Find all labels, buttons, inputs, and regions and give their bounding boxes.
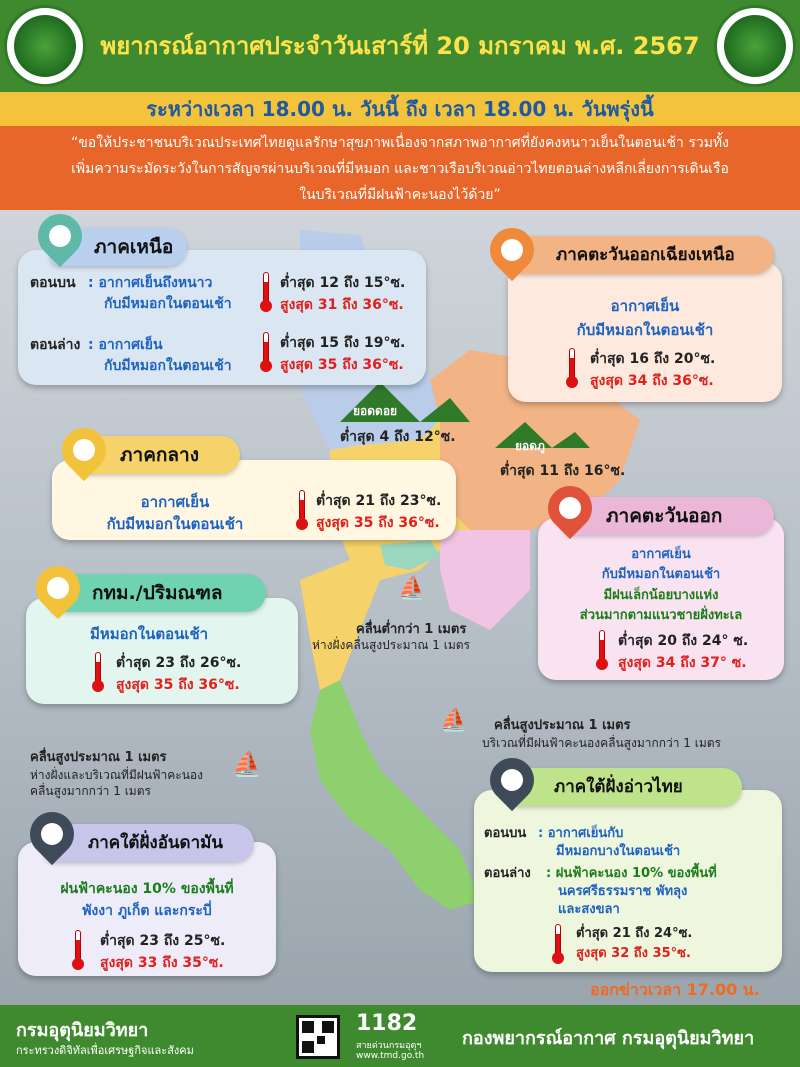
bangkok-max: สูงสุด 35 ถึง 36°ซ. bbox=[116, 677, 240, 693]
northeast-peak-label: ยอดภู bbox=[515, 439, 545, 453]
gulf-tag: ภาคใต้ฝั่งอ่าวไทย bbox=[510, 768, 742, 806]
north-lower-label: ตอนล่าง bbox=[30, 337, 81, 353]
thermometer-icon bbox=[552, 924, 564, 964]
north-lower-desc1: : อากาศเย็น bbox=[88, 337, 163, 353]
central-desc1: อากาศเย็น bbox=[140, 493, 210, 511]
sailboat-icon: ⛵ bbox=[398, 576, 426, 601]
east-tag: ภาคตะวันออก bbox=[562, 497, 774, 535]
north-lower-desc2: กับมีหมอกในตอนเช้า bbox=[104, 358, 232, 374]
northeast-desc1: อากาศเย็น bbox=[610, 297, 680, 315]
east-desc3: มีฝนเล็กน้อยบางแห่ง bbox=[603, 588, 719, 603]
gulf-min: ต่ำสุด 21 ถึง 24°ซ. bbox=[576, 926, 693, 941]
thermometer-icon bbox=[296, 490, 308, 530]
footer-org: กรมอุตุนิยมวิทยา bbox=[16, 1020, 149, 1041]
northeast-tag: ภาคตะวันออกเฉียงเหนือ bbox=[512, 236, 774, 274]
gulf-upper-wave-title: คลื่นต่ำกว่า 1 เมตร bbox=[356, 622, 467, 637]
central-desc2: กับมีหมอกในตอนเช้า bbox=[106, 515, 244, 533]
page-title: พยากรณ์อากาศประจำวันเสาร์ที่ 20 มกราคม พ.ศ. 2567 bbox=[100, 32, 700, 60]
gulf-max: สูงสุด 32 ถึง 35°ซ. bbox=[576, 946, 691, 961]
northeast-max: สูงสุด 34 ถึง 36°ซ. bbox=[590, 373, 714, 389]
advisory-text bbox=[0, 126, 800, 210]
north-upper-min: ต่ำสุด 12 ถึง 15°ซ. bbox=[280, 275, 406, 291]
website-link[interactable]: www.tmd.go.th bbox=[356, 1051, 425, 1061]
north-upper-desc1: : อากาศเย็นถึงหนาว bbox=[88, 275, 213, 291]
north-lower-max: สูงสุด 35 ถึง 36°ซ. bbox=[280, 357, 404, 373]
gulf-lower-desc2: นครศรีธรรมราช พัทลุง bbox=[558, 884, 688, 899]
gulf-upper-desc2: มีหมอกบางในตอนเช้า bbox=[556, 844, 681, 859]
tmd-logo bbox=[714, 5, 796, 87]
bangkok-min: ต่ำสุด 23 ถึง 26°ซ. bbox=[116, 655, 242, 671]
sailboat-icon: ⛵ bbox=[440, 708, 468, 733]
east-max: สูงสุด 34 ถึง 37° ซ. bbox=[618, 655, 747, 671]
north-tag: ภาคเหนือ bbox=[50, 228, 187, 266]
east-desc4: ส่วนมากตามแนวชายฝั่งทะเล bbox=[579, 608, 743, 623]
andaman-wave-desc1: ห่างฝั่งและบริเวณที่มีฝนฟ้าคะนอง bbox=[30, 768, 203, 782]
central-min: ต่ำสุด 21 ถึง 23°ซ. bbox=[316, 493, 442, 509]
qr-code-icon[interactable] bbox=[296, 1015, 340, 1059]
central-tag: ภาคกลาง bbox=[76, 436, 240, 474]
east-desc1: อากาศเย็น bbox=[631, 547, 691, 562]
map-region-east bbox=[440, 530, 530, 630]
sailboat-icon: ⛵ bbox=[232, 750, 262, 778]
advisory-line-1: “ขอให้ประชาชนบริเวณประเทศไทยดูแลรักษาสุขภาพเนื่องจากสภาพอากาศที่ยังคงหนาวเย็นในตอนเช้า รวมทั้ง bbox=[70, 135, 729, 151]
gulf-lower-desc1: : ฝนฟ้าคะนอง 10% ของพื้นที่ bbox=[546, 866, 717, 881]
gulf-lower-desc3: และสงขลา bbox=[558, 902, 620, 917]
east-desc2: กับมีหมอกในตอนเช้า bbox=[601, 567, 721, 582]
andaman-wave-desc2: คลื่นสูงมากกว่า 1 เมตร bbox=[30, 784, 151, 798]
ministry-logo bbox=[4, 5, 86, 87]
advisory-line-2: เพิ่มความระมัดระวังในการสัญจรผ่านบริเวณที่มีหมอก และชาวเรือบริเวณอ่าวไทยตอนล่างหลีกเลี่ยงการเดินเรือ bbox=[71, 161, 729, 177]
footer-ministry: กระทรวงดิจิทัลเพื่อเศรษฐกิจและสังคม bbox=[16, 1044, 194, 1057]
thermometer-icon bbox=[596, 630, 608, 670]
andaman-desc2: พังงา ภูเก็ต และกระบี่ bbox=[82, 903, 212, 919]
thermometer-icon bbox=[566, 348, 578, 388]
gulf-lower-wave-title: คลื่นสูงประมาณ 1 เมตร bbox=[494, 718, 631, 733]
andaman-wave-title: คลื่นสูงประมาณ 1 เมตร bbox=[30, 750, 167, 765]
north-lower-min: ต่ำสุด 15 ถึง 19°ซ. bbox=[280, 335, 406, 351]
north-upper-max: สูงสุด 31 ถึง 36°ซ. bbox=[280, 297, 404, 313]
north-upper-desc2: กับมีหมอกในตอนเช้า bbox=[104, 296, 232, 312]
footer-bar bbox=[0, 1005, 800, 1067]
thermometer-icon bbox=[72, 930, 84, 970]
northeast-desc2: กับมีหมอกในตอนเช้า bbox=[576, 321, 714, 339]
gulf-upper-label: ตอนบน bbox=[484, 826, 527, 841]
andaman-tag: ภาคใต้ฝั่งอันดามัน bbox=[44, 824, 254, 862]
gulf-lower-wave-desc: บริเวณที่มีฝนฟ้าคะนองคลื่นสูงมากกว่า 1 เมตร bbox=[482, 736, 722, 750]
issued-time: ออกข่าวเวลา 17.00 น. bbox=[590, 980, 760, 999]
forecast-period: ระหว่างเวลา 18.00 น. วันนี้ ถึง เวลา 18.00 น. วันพรุ่งนี้ bbox=[0, 92, 800, 126]
north-upper-label: ตอนบน bbox=[30, 275, 76, 291]
bangkok-tag: กทม./ปริมณฑล bbox=[48, 574, 266, 612]
footer-division: กองพยากรณ์อากาศ กรมอุตุนิยมวิทยา bbox=[462, 1028, 755, 1049]
andaman-min: ต่ำสุด 23 ถึง 25°ซ. bbox=[100, 933, 226, 949]
hotline-number: 1182 bbox=[356, 1011, 418, 1036]
gulf-upper-desc1: : อากาศเย็นกับ bbox=[538, 826, 624, 841]
northeast-peak-temp: ต่ำสุด 11 ถึง 16°ซ. bbox=[500, 463, 626, 479]
thermometer-icon bbox=[260, 332, 272, 372]
advisory-line-3: ในบริเวณที่มีฝนฟ้าคะนองไว้ด้วย” bbox=[299, 187, 501, 203]
map-region-bangkok bbox=[380, 540, 440, 570]
gulf-lower-label: ตอนล่าง bbox=[484, 866, 531, 881]
hotline-label: สายด่วนกรมอุตุฯ bbox=[356, 1041, 422, 1051]
bangkok-desc: มีหมอกในตอนเช้า bbox=[90, 625, 209, 643]
east-min: ต่ำสุด 20 ถึง 24° ซ. bbox=[618, 633, 749, 649]
thermometer-icon bbox=[260, 272, 272, 312]
header-bar bbox=[0, 0, 800, 92]
central-max: สูงสุด 35 ถึง 36°ซ. bbox=[316, 515, 440, 531]
north-peak-temp: ต่ำสุด 4 ถึง 12°ซ. bbox=[340, 429, 456, 445]
gulf-upper-wave-desc: ห่างฝั่งคลื่นสูงประมาณ 1 เมตร bbox=[312, 638, 470, 652]
andaman-desc1: ฝนฟ้าคะนอง 10% ของพื้นที่ bbox=[60, 881, 234, 897]
northeast-min: ต่ำสุด 16 ถึง 20°ซ. bbox=[590, 351, 716, 367]
thermometer-icon bbox=[92, 652, 104, 692]
andaman-max: สูงสุด 33 ถึง 35°ซ. bbox=[100, 955, 224, 971]
north-peak-label: ยอดดอย bbox=[353, 404, 398, 418]
